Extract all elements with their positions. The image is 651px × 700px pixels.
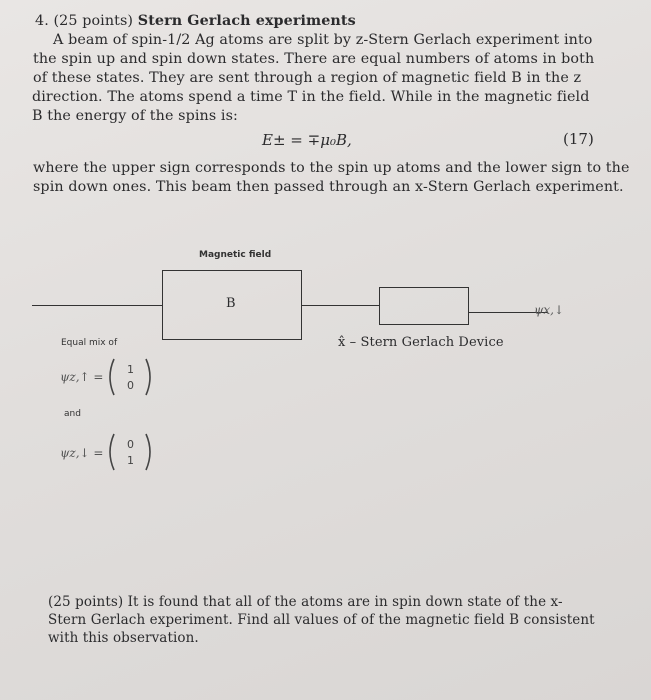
psi-up-vector [104, 357, 156, 397]
psi-down-vector [104, 432, 156, 472]
left-paren-icon [110, 359, 114, 395]
left-paren-icon [110, 434, 114, 470]
problem-line-4: direction. The atoms spend a time T in the field. While in the magnetic field [32, 89, 590, 105]
psi-up-label: ψz,↑ = [60, 370, 104, 384]
equal-mix-label: Equal mix of [61, 338, 118, 348]
psi-down-vector-top: 0 [127, 438, 134, 451]
psi-down-vector-bottom: 1 [127, 454, 134, 467]
problem-line-3: of these states. They are sent through a region of magnetic field B in the z [33, 70, 582, 86]
question-line-3: with this observation. [48, 630, 199, 646]
right-paren-icon [146, 359, 150, 395]
field-box-label: B [226, 296, 236, 311]
stern-gerlach-device-box [379, 287, 469, 325]
equation-number: (17) [563, 130, 594, 148]
magnetic-field-label: Magnetic field [199, 250, 272, 260]
and-label: and [64, 409, 81, 419]
output-state-label: ψx,↓ [534, 303, 565, 317]
right-paren-icon [146, 434, 150, 470]
problem-number: 4. (25 points) [35, 13, 134, 29]
device-label: x̂ – Stern Gerlach Device [338, 335, 504, 350]
beam-line-middle [301, 305, 379, 306]
problem-title: Stern Gerlach experiments [137, 13, 356, 29]
beam-line-in [32, 305, 162, 306]
problem-after-line-1: where the upper sign corresponds to the spin up atoms and the lower sign to the [33, 160, 630, 176]
problem-line-1: A beam of spin-1/2 Ag atoms are split by z-Stern Gerlach experiment into [53, 32, 593, 48]
energy-equation: E± = ∓μ₀B, [262, 131, 352, 149]
psi-down-label: ψz,↓ = [60, 446, 104, 460]
psi-up-vector-bottom: 0 [127, 379, 134, 392]
question-line-2: Stern Gerlach experiment. Find all values of of the magnetic field B consistent [48, 612, 595, 628]
problem-heading [35, 12, 356, 31]
question-line-1: (25 points) It is found that all of the atoms are in spin down state of the x- [48, 594, 563, 610]
psi-up-vector-top: 1 [127, 363, 134, 376]
problem-after-line-2: spin down ones. This beam then passed through an x-Stern Gerlach experiment. [33, 179, 624, 195]
problem-line-5: B the energy of the spins is: [32, 108, 238, 124]
problem-line-2: the spin up and spin down states. There are equal numbers of atoms in both [33, 51, 595, 67]
